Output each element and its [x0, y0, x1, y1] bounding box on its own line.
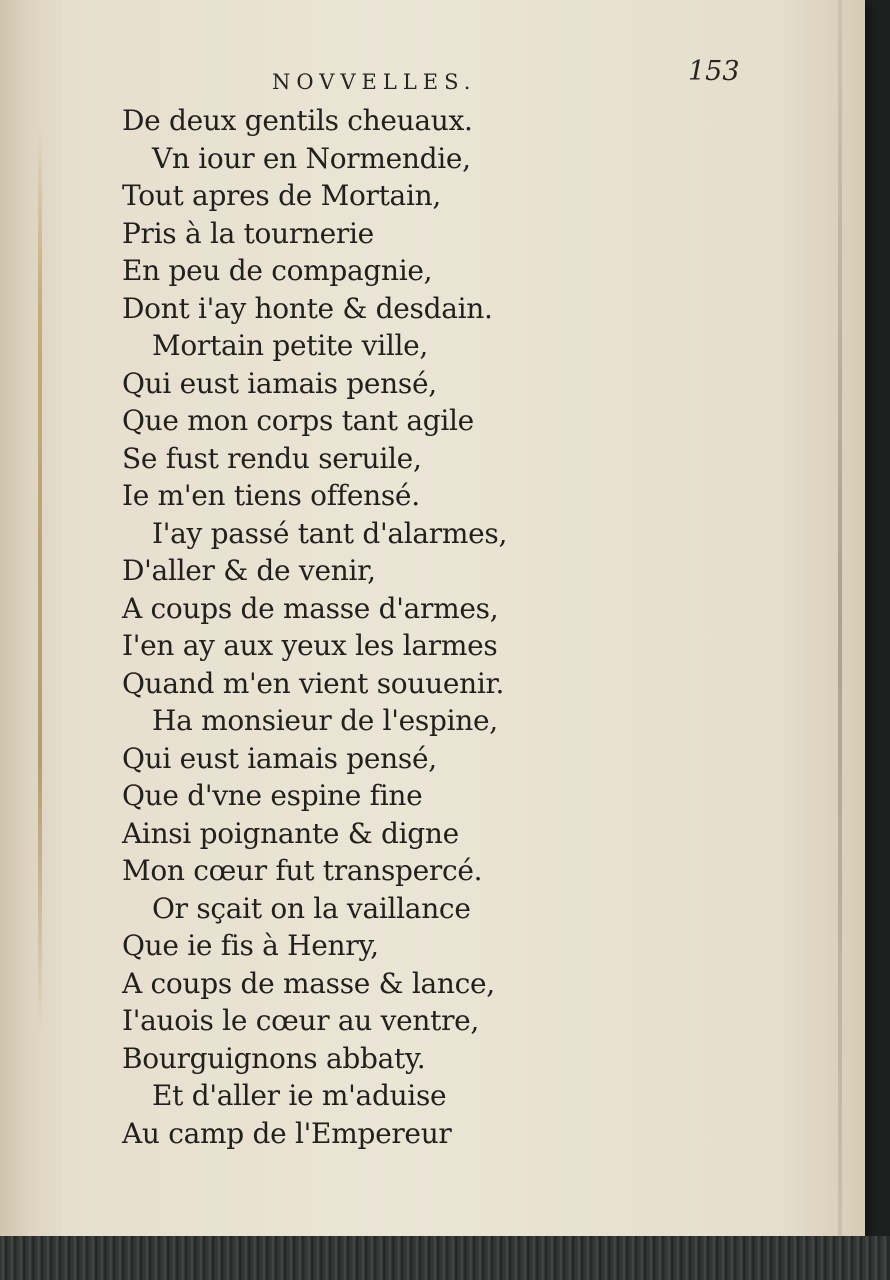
verse-line: I'en ay aux yeux les larmes [122, 629, 498, 662]
page-number: 153 [688, 56, 740, 87]
verse-line: I'auois le cœur au ventre, [122, 1004, 480, 1037]
verse-line: Mon cœur fut transpercé. [122, 854, 483, 887]
gutter-stain [38, 130, 42, 1030]
running-title: NOVVELLES. [272, 70, 477, 94]
verse-line: Qui eust iamais pensé, [122, 741, 437, 775]
verse-line: Mortain petite ville, [152, 329, 429, 362]
verse-line: Au camp de l'Empereur [122, 1116, 452, 1150]
verse-line: Et d'aller ie m'aduise [152, 1079, 447, 1112]
verse-line: Ainsi poignante & digne [122, 816, 459, 850]
verse-line: Dont i'ay honte & desdain. [122, 291, 493, 325]
verse-line: De deux gentils cheuaux. [122, 104, 473, 137]
cloth-background [0, 1236, 890, 1280]
binding-gutter [0, 0, 62, 1236]
verse-line: Se fust rendu seruile, [122, 441, 422, 475]
verse-line: A coups de masse d'armes, [122, 591, 499, 625]
verse-line: D'aller & de venir, [122, 554, 376, 587]
verse-line: I'ay passé tant d'alarmes, [152, 516, 508, 550]
verse-line: Ha monsieur de l'espine, [152, 704, 498, 737]
show-through-text [650, 100, 820, 1160]
verse-line: Tout apres de Mortain, [122, 179, 441, 212]
verse-line: Bourguignons abbaty. [122, 1041, 426, 1075]
verse-line: Qui eust iamais pensé, [122, 366, 437, 400]
verse-line: Pris à la tournerie [122, 216, 374, 250]
verse-line: Que ie fis à Henry, [122, 929, 379, 962]
verse-line: Vn iour en Normendie, [152, 141, 471, 175]
verse-line: A coups de masse & lance, [122, 966, 495, 1000]
verse-line: Que mon corps tant agile [122, 404, 474, 437]
verse-line: Ie m'en tiens offensé. [122, 479, 420, 512]
verse-line: En peu de compagnie, [122, 254, 433, 287]
verse-line: Quand m'en vient souuenir. [122, 666, 505, 700]
verse-line: Que d'vne espine fine [122, 779, 423, 812]
page-edge [838, 0, 842, 1236]
verse-line: Or sçait on la vaillance [152, 891, 471, 925]
